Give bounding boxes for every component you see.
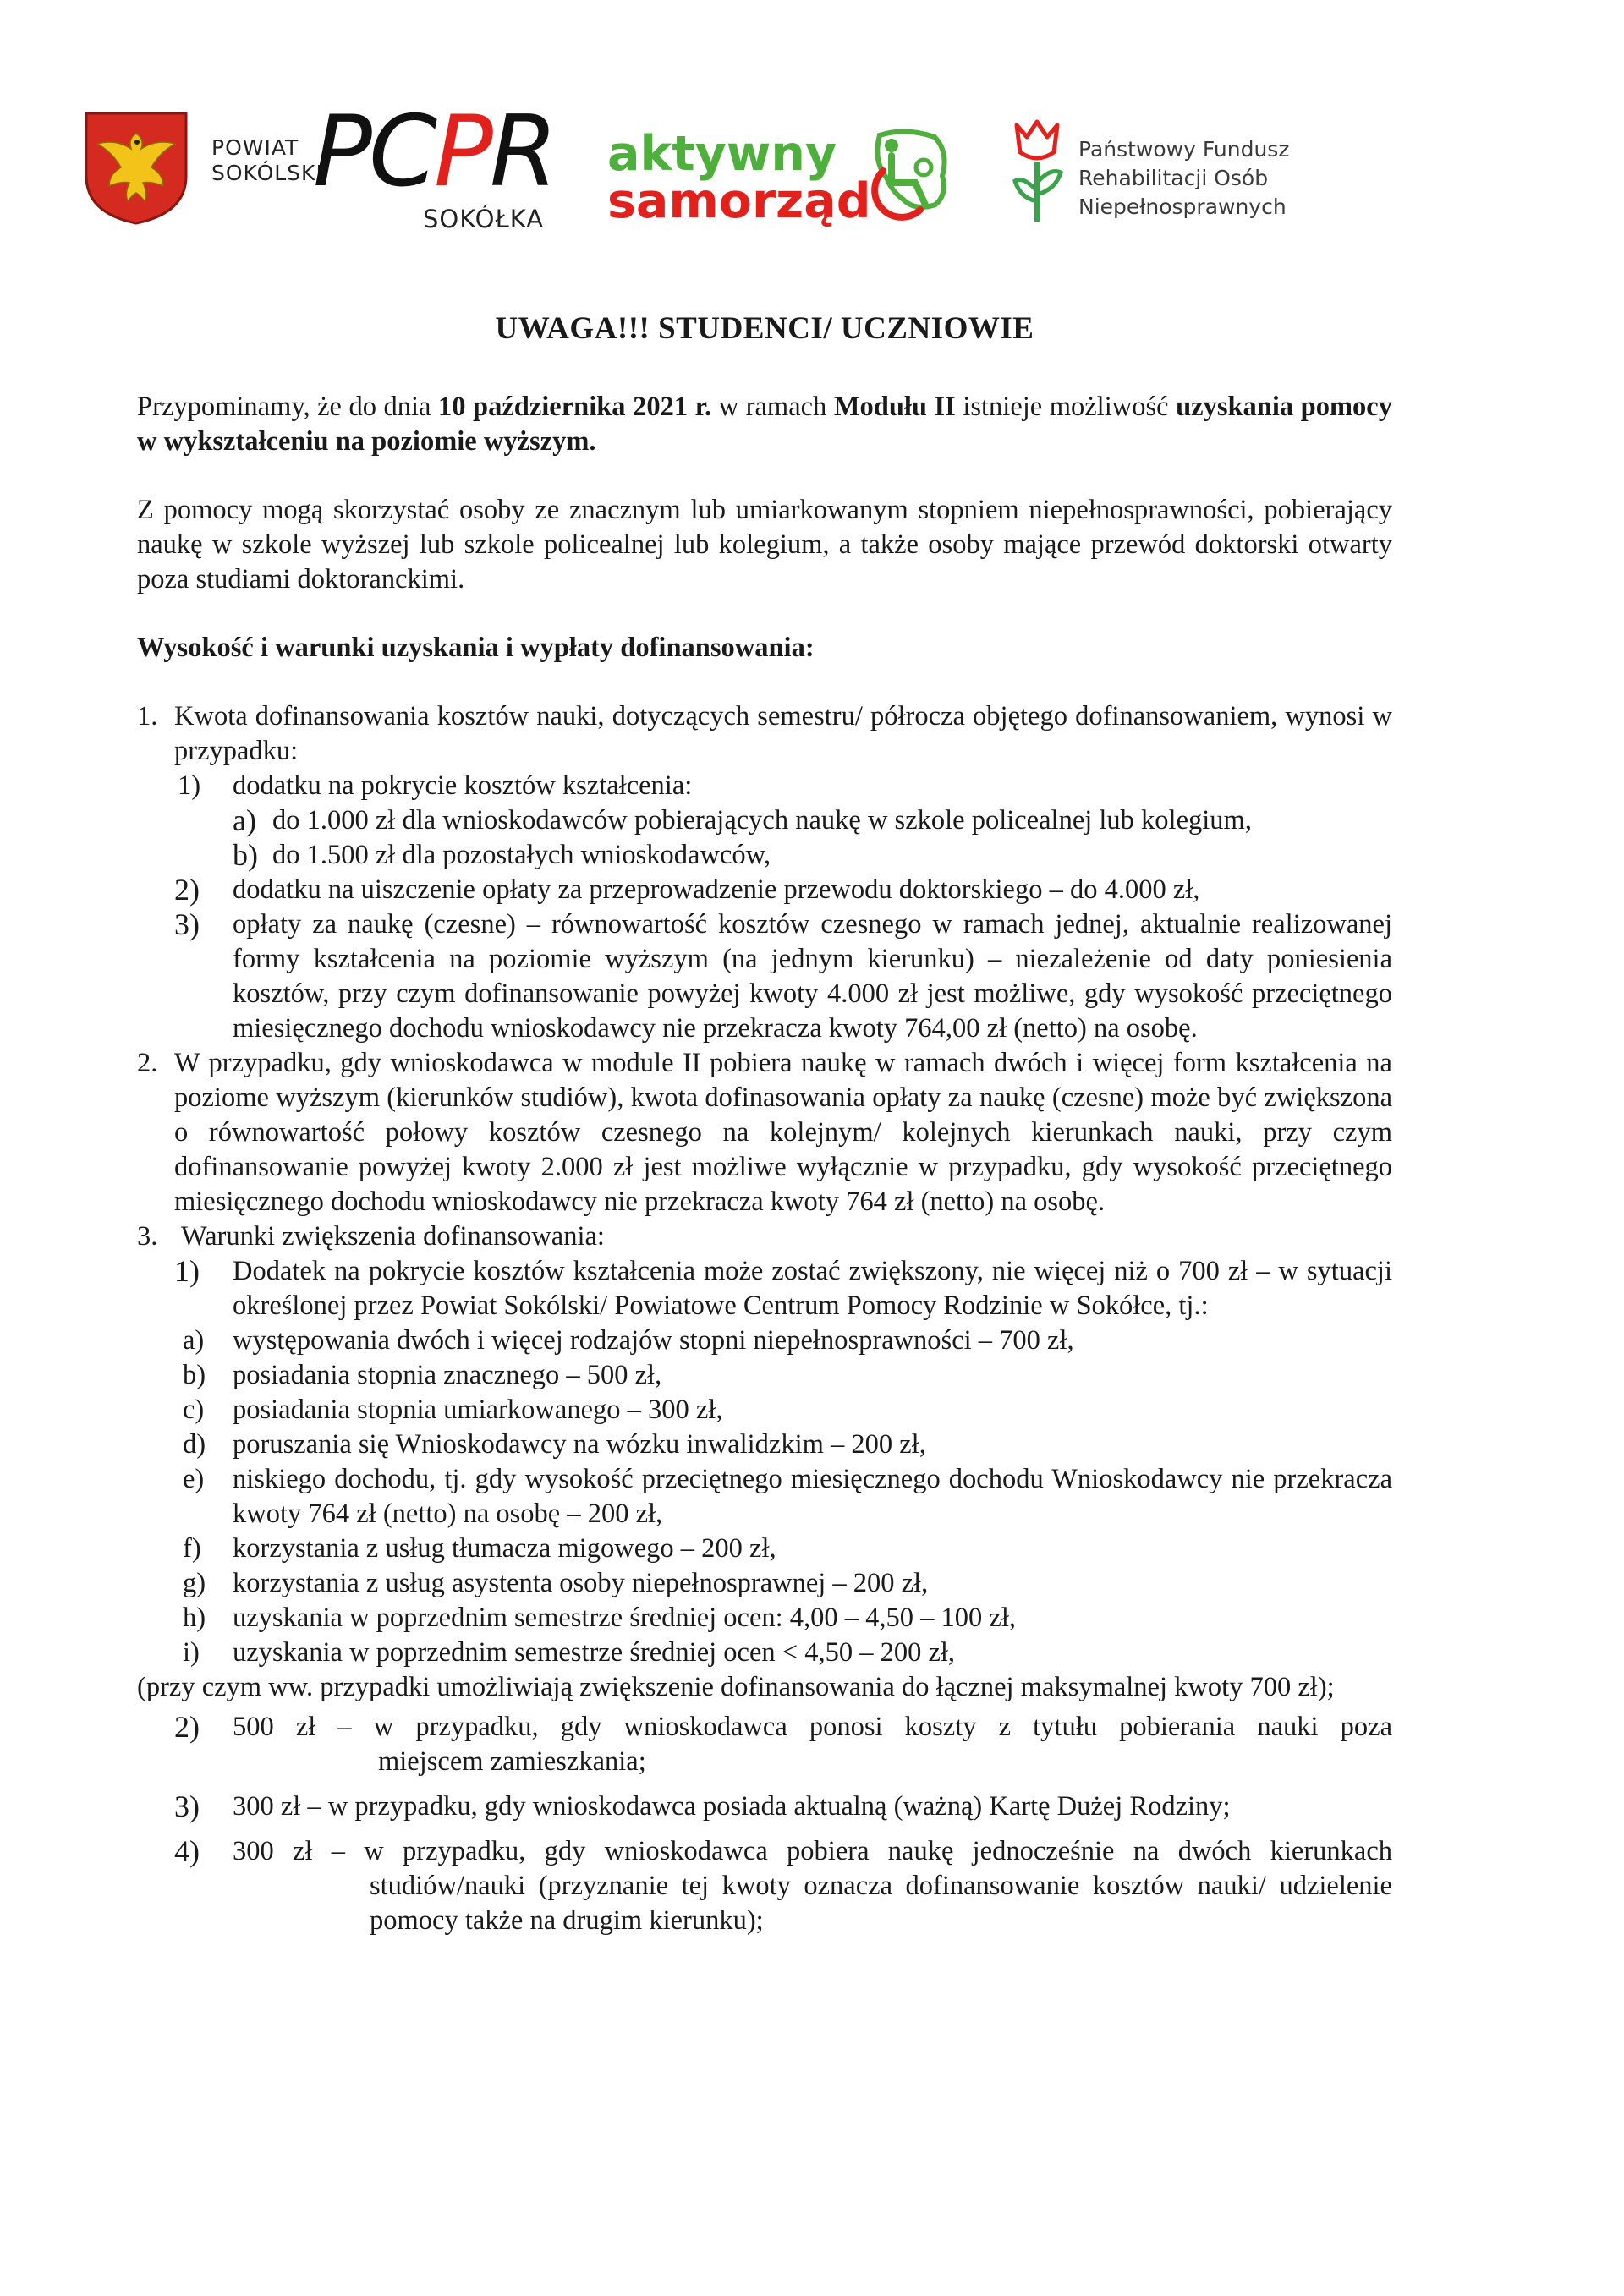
list-item-3 (137, 1219, 1392, 1254)
list-item-3-4 (137, 1834, 1392, 1869)
condition-e (137, 1462, 1392, 1532)
list-letter: d) (183, 1429, 206, 1460)
intro-text-2: w ramach (711, 392, 834, 422)
list-text: uzyskania w poprzednim semestrze średniej ocen < 4,50 – 200 zł, (233, 1637, 956, 1668)
list-number: 1) (178, 770, 201, 801)
pfron-tulip-icon (1008, 117, 1066, 225)
condition-f (137, 1532, 1392, 1566)
list-letter: c) (183, 1395, 205, 1425)
list-text: posiadania stopnia znacznego – 500 zł, (233, 1360, 662, 1390)
list-item-1-2 (137, 873, 1392, 907)
list-number: 1. (137, 701, 158, 732)
list-number: 4) (174, 1834, 200, 1868)
list-text: dodatku na uiszczenie opłaty za przeprowadzenie przewodu doktorskiego – do 4.000 zł, (233, 874, 1200, 905)
condition-h (137, 1601, 1392, 1636)
list-letter: i) (183, 1637, 200, 1668)
pfron-line-1: Państwowy Fundusz (1078, 137, 1290, 162)
list-letter: b) (233, 838, 258, 872)
list-text: korzystania z usług asystenta osoby niepełnosprawnej – 200 zł, (233, 1568, 929, 1598)
list-text: opłaty za naukę (czesne) – równowartość kosztów czesnego w ramach jednej, aktualnie realizowanej formy kształcenia na poziomie wyższym (na jednym kierunku) – niezależenie od daty poniesienia kosztów, przy czym dofinansowanie powyżej kwoty 4.000 zł jest możliwe, gdy wysokość przeciętnego miesięcznego dochodu wnioskodawcy nie przekracza kwoty 764,00 zł (netto) na osobę. (233, 909, 1392, 1044)
list-letter: e) (183, 1464, 205, 1494)
list-item-1-1-a (137, 803, 1392, 838)
pcpr-logo (313, 95, 555, 209)
pcpr-sokolka-label: SOKÓŁKA (423, 205, 545, 233)
list-number: 3) (174, 907, 200, 941)
condition-g (137, 1566, 1392, 1601)
list-number: 3) (174, 1789, 200, 1823)
list-letter: g) (183, 1568, 206, 1598)
accessibility-icon (854, 127, 952, 228)
list-text: do 1.000 zł dla wnioskodawców pobierających naukę w szkole policealnej lub kolegium, (272, 805, 1252, 836)
list-letter: f) (183, 1533, 201, 1564)
list-item-1-1-b (137, 838, 1392, 873)
deadline-date: 10 października 2021 r. (437, 392, 712, 422)
section-heading: Wysokość i warunki uzyskania i wypłaty dofinansowania: (137, 633, 815, 663)
pcpr-part-3: R (489, 95, 555, 209)
list-text: uzyskania w poprzednim semestrze średniej ocen: 4,00 – 4,50 – 100 zł, (233, 1603, 1016, 1633)
crest-icon (81, 108, 191, 227)
list-text: występowania dwóch i więcej rodzajów stopni niepełnosprawności – 700 zł, (233, 1325, 1074, 1356)
condition-a (137, 1323, 1392, 1358)
list-text-continuation: studiów/nauki (przyznanie tej kwoty oznacza dofinansowanie kosztów nauki/ udzielenie pomocy także na drugim kierunku); (370, 1871, 1392, 1936)
logo-bar (0, 0, 1624, 254)
condition-c (137, 1393, 1392, 1427)
intro-bold-tail: uzyskania pomocy w wykształceniu na poziomie wyższym. (137, 392, 1392, 457)
condition-b (137, 1358, 1392, 1393)
powiat-line-1: POWIAT (211, 135, 299, 160)
list-text: dodatku na pokrycie kosztów kształcenia: (233, 770, 693, 801)
list-item-1 (137, 699, 1392, 769)
list-text: 300 zł – w przypadku, gdy wnioskodawca posiada aktualną (ważną) Kartę Dużej Rodziny; (233, 1791, 1231, 1822)
eligibility-paragraph: Z pomocy mogą skorzystać osoby ze znacznym lub umiarkowanym stopniem niepełnosprawności, pobierający naukę w szkole wyższej lub szkole policealnej lub kolegium, a także osoby mające przewód doktorski otwarty poza studiami doktoranckimi. (137, 495, 1392, 595)
list-text: W przypadku, gdy wnioskodawca w module II pobiera naukę w ramach dwóch i więcej form kształcenia na poziome wyższym (kierunków studiów), kwota dofinasowania opłaty za naukę (czesne) może być zwiększona o równowartość połowy kosztów czesnego na kolejnym/ kolejnych kierunkach nauki, przy czym dofinansowanie powyżej kwoty 2.000 zł jest możliwe wyłącznie w przypadku, gdy wysokość przeciętnego miesięcznego dochodu wnioskodawcy nie przekracza kwoty 764 zł (netto) na osobę. (174, 1048, 1392, 1217)
document-title: UWAGA!!! STUDENCI/ UCZNIOWIE (495, 311, 1034, 346)
list-text: Warunki zwiększenia dofinansowania: (181, 1221, 605, 1252)
list-item-3-1 (137, 1254, 1392, 1323)
module-name: Modułu II (833, 392, 956, 422)
list-text: korzystania z usług tłumacza migowego – 200 zł, (233, 1533, 776, 1564)
list-item-3-2 (137, 1710, 1392, 1745)
list-text: 300 zł – w przypadku, gdy wnioskodawca pobiera naukę jednocześnie na dwóch kierunkach (233, 1836, 1392, 1866)
intro-text-3: istnieje możliwość (955, 392, 1177, 422)
list-number: 3. (137, 1221, 158, 1252)
powiat-line-2: SOKÓLSKI (211, 161, 323, 185)
pcpr-part-1: PC (313, 95, 434, 209)
pfron-line-2: Rehabilitacji Osób (1078, 166, 1269, 190)
condition-i (137, 1636, 1392, 1670)
samorzad-label: samorząd (607, 173, 871, 229)
pfron-line-3: Niepełnosprawnych (1078, 195, 1287, 219)
list-text: posiadania stopnia umiarkowanego – 300 zł, (233, 1395, 723, 1425)
list-text: do 1.500 zł dla pozostałych wnioskodawców, (272, 840, 771, 870)
list-item-1-1 (137, 769, 1392, 803)
powiat-label (211, 135, 323, 186)
list-number: 1) (174, 1254, 200, 1288)
aktywny-label: aktywny (607, 126, 837, 182)
document-body (137, 304, 1392, 1938)
note-paragraph: (przy czym ww. przypadki umożliwiają zwiększenie dofinansowania do łącznej maksymalnej kwoty 700 zł); (137, 1672, 1335, 1702)
list-item-3-3 (137, 1789, 1392, 1824)
list-letter: h) (183, 1603, 206, 1633)
list-text: Kwota dofinansowania kosztów nauki, dotyczących semestru/ półrocza objętego dofinansowaniem, wynosi w przypadku: (174, 701, 1392, 766)
list-number: 2) (174, 873, 200, 907)
list-text: Dodatek na pokrycie kosztów kształcenia może zostać zwiększony, nie więcej niż o 700 zł – w sytuacji określonej przez Powiat Sokólski/ Powiatowe Centrum Pomocy Rodzinie w Sokółce, tj.: (233, 1256, 1392, 1321)
list-letter: a) (233, 803, 256, 837)
list-number: 2. (137, 1048, 158, 1078)
list-text: 500 zł – w przypadku, gdy wnioskodawca ponosi koszty z tytułu pobierania nauki poza (233, 1712, 1392, 1742)
list-letter: b) (183, 1360, 206, 1390)
condition-d (137, 1427, 1392, 1462)
list-text: poruszania się Wnioskodawcy na wózku inwalidzkim – 200 zł, (233, 1429, 926, 1460)
intro-paragraph (137, 390, 1392, 459)
list-item-2 (137, 1046, 1392, 1219)
spacer (137, 459, 1392, 493)
list-text: niskiego dochodu, tj. gdy wysokość przeciętnego miesięcznego dochodu Wnioskodawcy nie przekracza kwoty 764 zł (netto) na osobę – 200 zł, (233, 1464, 1392, 1529)
spacer (137, 597, 1392, 631)
list-item-1-3 (137, 907, 1392, 1046)
list-number: 2) (174, 1710, 200, 1744)
list-letter: a) (183, 1325, 205, 1356)
list-text-continuation: miejscem zamieszkania; (378, 1746, 646, 1777)
intro-text-1: Przypominamy, że do dnia (137, 392, 438, 422)
pfron-label (1078, 135, 1289, 222)
pcpr-part-2: P (433, 95, 490, 209)
